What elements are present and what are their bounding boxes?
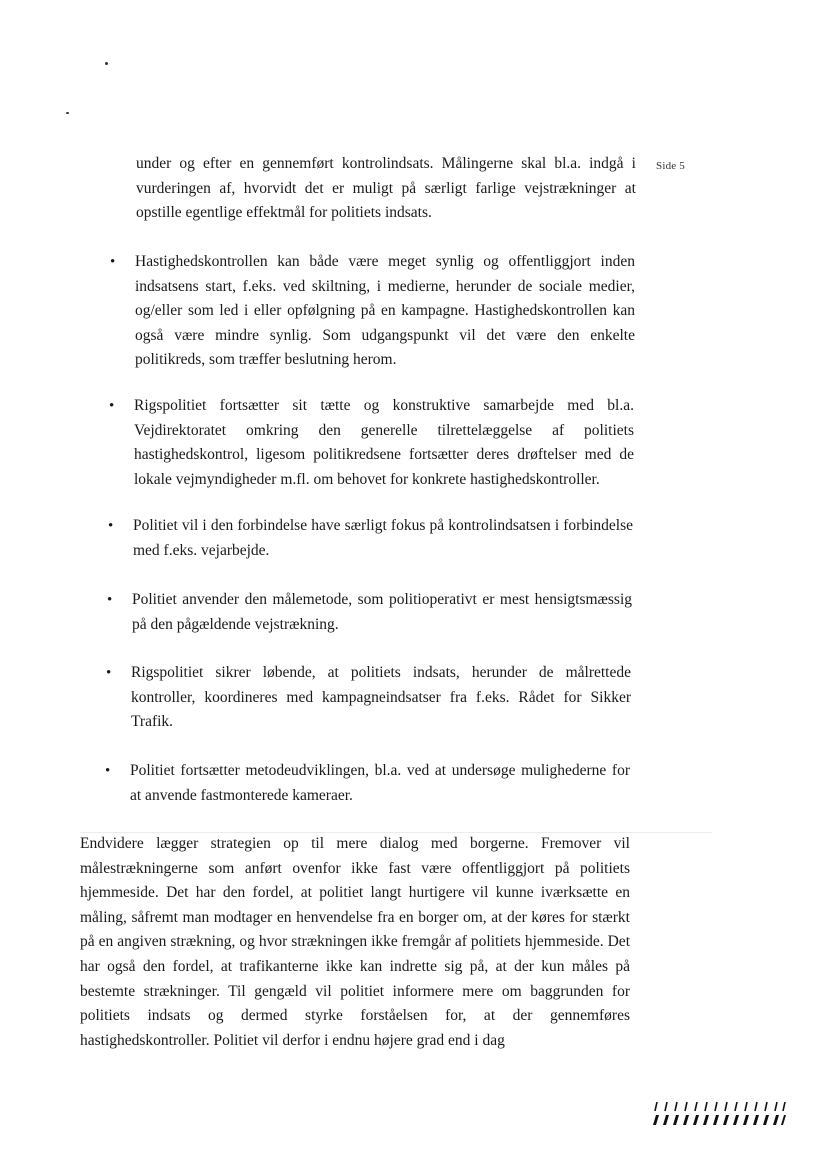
barcode-icon [652, 1101, 786, 1127]
scan-speck [66, 112, 69, 114]
closing-paragraph: Endvidere lægger strategien op til mere dialog med borgerne. Fremover vil målestrækningerne som anført ovenfor ikke fast være offentliggjort på politiets hjemmeside. Det har den fordel, at politiet langt hurtigere vil kunne iværksætte en måling, såfremt man modtager en henvendelse fra en borger om, at der køres for stærkt på en angiven strækning, og hvor strækningen ikke fremgår af politiets hjemmeside. Det har også den fordel, at trafikanterne ikke kan indrette sig på, at der kun måles på bestemte strækninger. Til gengæld vil politiet informere mere om baggrunden for politiets indsats og dermed styrke forståelsen for, at der gennemføres hastighedskontroller. Politiet vil derfor i endnu højere grad end i dag [80, 835, 630, 1049]
intro-paragraph: under og efter en gennemført kontrolindsats. Målingerne skal bl.a. indgå i vurderingen af, hvorvidt det er muligt på særligt farlige vejstrækninger at opstille egentlige effektmål for politiets indsats. [136, 155, 636, 221]
bullet-marker: • [110, 254, 116, 270]
bullet-marker: • [108, 518, 114, 534]
bullet-item [107, 588, 632, 637]
bullet-text: Hastighedskontrollen kan både være meget synlig og offentliggjort inden indsatsens start, f.eks. ved skiltning, i medierne, herunder de sociale medier, og/eller som led i eller opfølgning på en kampagne. Hastighedskontrollen kan også være mindre synlig. Som udgangspunkt vil det være den enkelte politikreds, som træffer beslutning herom. [135, 253, 635, 368]
bullet-item [106, 661, 631, 735]
bullet-item [108, 514, 633, 563]
bullet-item [110, 250, 635, 373]
bullet-marker: • [107, 592, 113, 608]
scan-speck [105, 62, 108, 65]
bullet-marker: • [109, 398, 115, 414]
bullet-text: Rigspolitiet sikrer løbende, at politiets indsats, herunder de målrettede kontroller, koordineres med kampagneindsatser fra f.eks. Rådet for Sikker Trafik. [131, 664, 631, 730]
page-number: Side 5 [656, 160, 686, 172]
bullet-item [105, 759, 630, 808]
bullet-text: Politiet vil i den forbindelse have særligt fokus på kontrolindsatsen i forbindelse med f.eks. vejarbejde. [133, 517, 633, 559]
bullet-text: Politiet fortsætter metodeudviklingen, bl.a. ved at undersøge mulighederne for at anvende fastmonterede kameraer. [130, 762, 630, 804]
bullet-marker: • [106, 665, 112, 681]
bullet-text: Politiet anvender den målemetode, som politioperativt er mest hensigtsmæssig på den pågældende vejstrækning. [132, 591, 632, 633]
bullet-item [109, 394, 634, 492]
bullet-text: Rigspolitiet fortsætter sit tætte og konstruktive samarbejde med bl.a. Vejdirektoratet omkring den generelle tilrettelæggelse af politiets hastighedskontrol, ligesom politikredsene fortsætter deres drøftelser med de lokale vejmyndigheder m.fl. om behovet for konkrete hastighedskontroller. [134, 397, 634, 488]
bullet-marker: • [105, 763, 111, 779]
